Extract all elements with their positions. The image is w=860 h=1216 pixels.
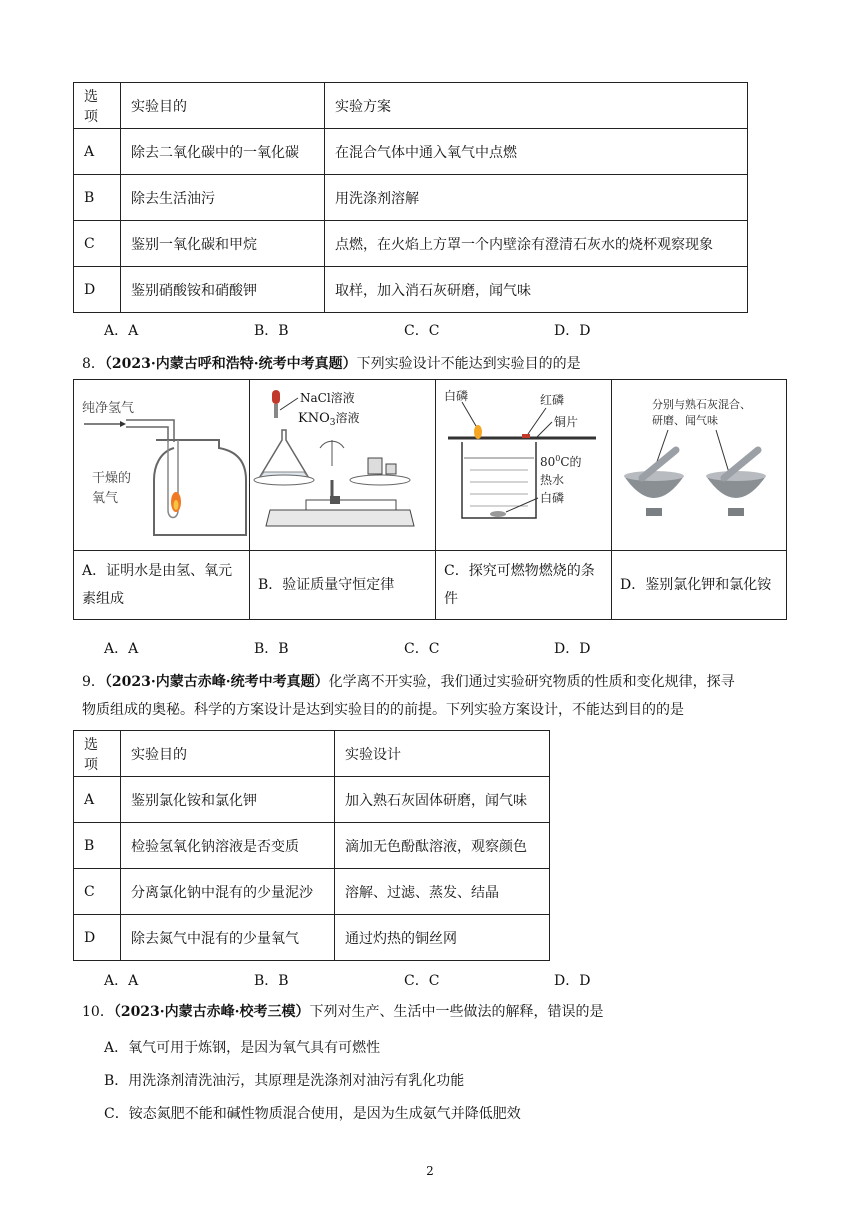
table-cell: 加入熟石灰固体研磨，闻气味 (335, 777, 550, 823)
table-row (74, 823, 550, 869)
table-row (74, 915, 550, 961)
option-c[interactable]: C．C (404, 641, 440, 657)
table-cell: 检验氢氧化钠溶液是否变质 (121, 823, 335, 869)
fig-label: 红磷 (540, 393, 565, 407)
table-row (74, 175, 748, 221)
option-d[interactable]: D．D (554, 641, 591, 657)
table-cell: 溶解、过滤、蒸发、结晶 (335, 869, 550, 915)
fig-label: 分别与熟石灰混合、 (652, 399, 751, 411)
page-number: 2 (426, 1164, 434, 1178)
svg-text:800C的: $80^0C$的 (540, 454, 582, 469)
figure-a (74, 380, 250, 551)
option-a[interactable]: A．氧气可用于炼钢，是因为氧气具有可燃性 (104, 1040, 381, 1056)
table-row (74, 267, 748, 313)
option-d[interactable]: D．D (554, 323, 591, 339)
q8-figure-table (73, 379, 787, 620)
table-cell: 鉴别一氧化碳和甲烷 (121, 221, 325, 267)
table-cell: B (74, 175, 121, 221)
svg-text:KNO3溶液 (298, 410, 360, 428)
option-b[interactable]: B．B (254, 323, 289, 339)
question-number: 9． (82, 674, 105, 690)
fig-label: 纯净氢气 (82, 400, 135, 415)
table-header: 实验设计 (335, 731, 550, 777)
q10-options (104, 1032, 521, 1131)
option-b[interactable]: B．B (254, 641, 289, 657)
table-cell: 除去二氧化碳中的一氧化碳 (121, 129, 325, 175)
table-header: 实验方案 (325, 83, 748, 129)
fig-label: KNO (298, 411, 330, 426)
q8-stem (82, 350, 782, 378)
table-cell: B (74, 823, 121, 869)
table-cell: 取样，加入消石灰研磨，闻气味 (325, 267, 748, 313)
table-cell: 用洗涤剂溶解 (325, 175, 748, 221)
q9-table (73, 730, 550, 961)
caption-b: B．验证质量守恒定律 (250, 551, 436, 620)
table-header: 选项 (74, 83, 121, 129)
question-number: 8． (82, 356, 105, 372)
table-header: 实验目的 (121, 731, 335, 777)
fig-label: NaCl溶液 (300, 391, 355, 405)
option-b[interactable]: B．B (254, 973, 289, 989)
option-c[interactable]: C．铵态氮肥不能和碱性物质混合使用，是因为生成氨气并降低肥效 (104, 1106, 521, 1122)
table-cell: 除去生活油污 (121, 175, 325, 221)
option-a[interactable]: A．A (104, 323, 139, 339)
table-cell: C (74, 221, 121, 267)
fig-label: 白磷 (444, 389, 469, 403)
q8-options (104, 638, 704, 658)
q9-options (104, 970, 704, 990)
option-a[interactable]: A．A (104, 973, 139, 989)
option-c[interactable]: C．C (404, 973, 440, 989)
table-cell: 在混合气体中通入氧气中点燃 (325, 129, 748, 175)
fig-label: 氧气 (92, 490, 119, 505)
q7-table (73, 82, 748, 313)
table-header: 选项 (74, 731, 121, 777)
fig-label: 干燥的 (92, 470, 132, 485)
fig-label: 3 (329, 418, 336, 428)
question-text: 下列对生产、生活中一些做法的解释，错误的是 (309, 1004, 604, 1020)
fig-label: 白磷 (540, 491, 565, 505)
figure-b (250, 380, 436, 551)
table-cell: 通过灼热的铜丝网 (335, 915, 550, 961)
table-cell: 点燃，在火焰上方罩一个内壁涂有澄清石灰水的烧杯观察现象 (325, 221, 748, 267)
table-cell: A (74, 777, 121, 823)
table-cell: 鉴别硝酸铵和硝酸钾 (121, 267, 325, 313)
question-text: 物质组成的奥秘。科学的方案设计是达到实验目的的前提。下列实验方案设计，不能达到目的的是 (82, 702, 684, 718)
balance-apparatus (250, 380, 435, 550)
table-row (74, 777, 550, 823)
table-cell: 鉴别氯化铵和氯化钾 (121, 777, 335, 823)
question-source: （2023·内蒙古赤峰·校考三模） (113, 1004, 310, 1020)
question-number: 10． (82, 1004, 114, 1020)
figure-c (436, 380, 612, 551)
caption-a: A．证明水是由氢、氧元素组成 (74, 551, 250, 620)
hydrogen-burning-apparatus (74, 380, 249, 550)
combustion-apparatus (436, 380, 611, 550)
figure-d (612, 380, 787, 551)
table-cell: 滴加无色酚酞溶液，观察颜色 (335, 823, 550, 869)
table-cell: A (74, 129, 121, 175)
table-cell: C (74, 869, 121, 915)
table-cell: 分离氯化钠中混有的少量泥沙 (121, 869, 335, 915)
q10-stem (82, 998, 782, 1026)
option-c[interactable]: C．C (404, 323, 440, 339)
fig-label: C的 (560, 455, 582, 469)
question-text: 下列实验设计不能达到实验目的的是 (356, 356, 581, 372)
q7-options (104, 320, 704, 340)
fig-label: 溶液 (335, 411, 360, 425)
fig-label: 铜片 (554, 415, 579, 429)
question-source: （2023·内蒙古赤峰·统考中考真题） (104, 674, 329, 690)
question-source: （2023·内蒙古呼和浩特·统考中考真题） (104, 356, 357, 372)
option-a[interactable]: A．A (104, 641, 139, 657)
table-row (74, 221, 748, 267)
option-d[interactable]: D．D (554, 973, 591, 989)
question-text: 化学离不开实验，我们通过实验研究物质的性质和变化规律，探寻 (328, 674, 735, 690)
table-header: 实验目的 (121, 83, 325, 129)
fig-label: 研磨、闻气味 (652, 415, 718, 427)
mortar-apparatus (612, 380, 786, 550)
table-cell: 除去氮气中混有的少量氧气 (121, 915, 335, 961)
fig-label: 热水 (540, 473, 565, 487)
table-row (74, 869, 550, 915)
caption-c: C．探究可燃物燃烧的条件 (436, 551, 612, 620)
q9-stem (82, 668, 782, 724)
caption-d: D．鉴别氯化钾和氯化铵 (612, 551, 787, 620)
table-row (74, 129, 748, 175)
fig-label: 80 (540, 455, 556, 469)
option-b[interactable]: B．用洗涤剂清洗油污，其原理是洗涤剂对油污有乳化功能 (104, 1073, 465, 1089)
table-cell: D (74, 915, 121, 961)
table-cell: D (74, 267, 121, 313)
